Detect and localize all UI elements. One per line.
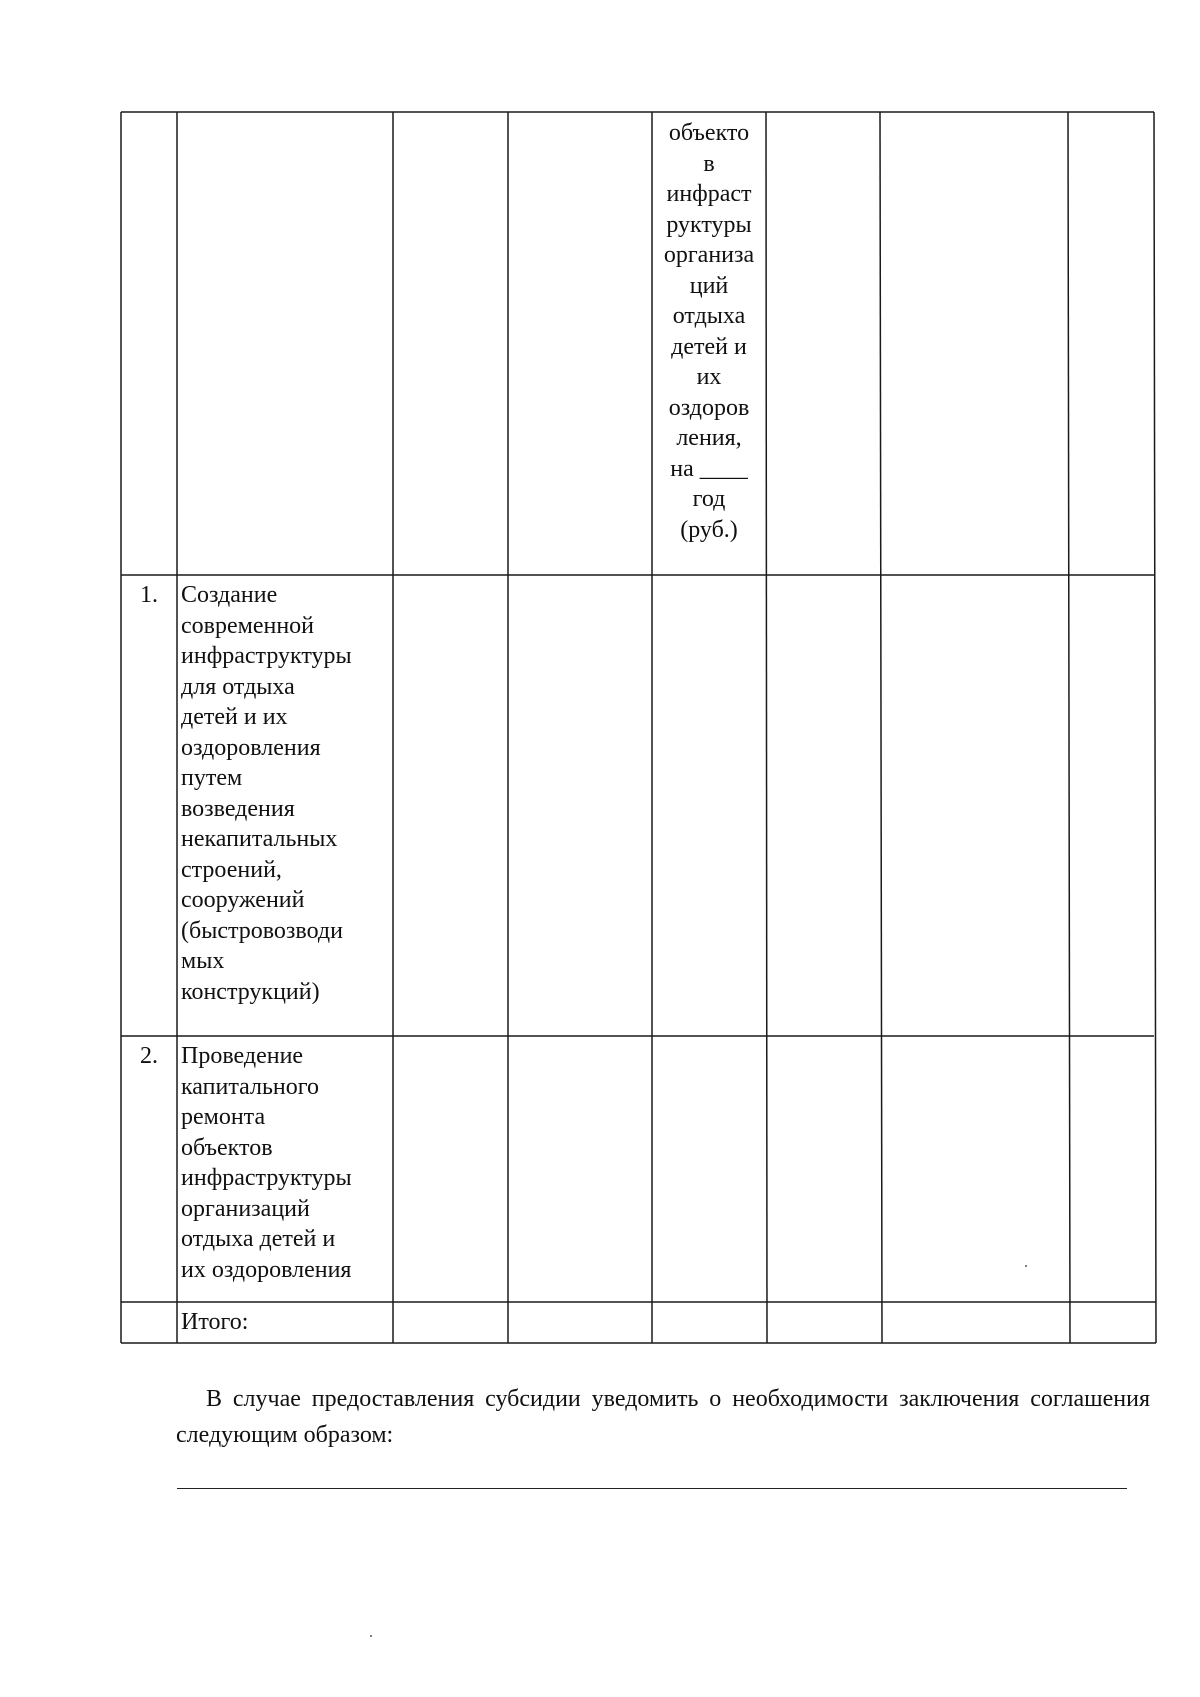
- scan-speck: [370, 1635, 372, 1637]
- notice-paragraph: В случае предоставления субсидии уведомить о необходимости заключения соглашения следующим образом:: [176, 1386, 1150, 1448]
- row-2-description: Проведение капитального ремонта объектов инфраструктуры организаций отдыха детей и их оздоровления: [181, 1043, 352, 1283]
- row-2-number: 2.: [140, 1043, 158, 1069]
- row-1-number: 1.: [140, 582, 158, 608]
- fill-in-line: [177, 1488, 1127, 1489]
- total-label: Итого:: [181, 1309, 249, 1335]
- scan-speck: [1025, 1265, 1027, 1267]
- row-1-description: Создание современной инфраструктуры для отдыха детей и их оздоровления путем возведения некапитальных строений, сооружений (быстровозводи мых конструкций): [181, 582, 352, 1005]
- table-header-cell: объекто в инфраст руктуры организа ций отдыха детей и их оздоров ления, на ____ год (руб.): [663, 120, 755, 543]
